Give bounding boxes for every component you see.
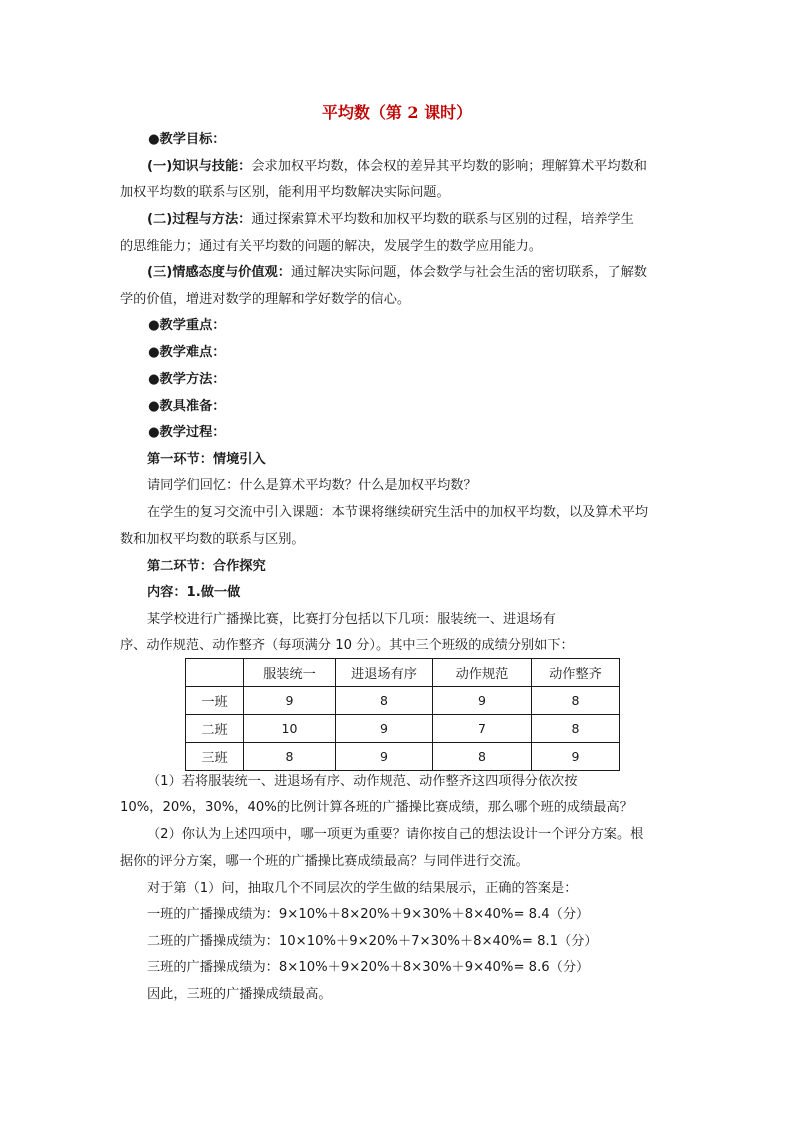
emotion-objective-text: 通过解决实际问题，体会数学与社会生活的密切联系，了解数 bbox=[290, 265, 647, 280]
stage2-line-2: 序、动作规范、动作整齐（每项满分 10 分）。其中三个班级的成绩分别如下： bbox=[120, 638, 574, 653]
question2-line-1: （2）你认为上述四项中，哪一项更为重要？请你按自己的想法设计一个评分方案。根 bbox=[147, 827, 644, 842]
page-title: 平均数（第 2 课时） bbox=[321, 103, 473, 122]
row-label-cell: 三班 bbox=[186, 743, 244, 771]
table-cell: 9 bbox=[336, 715, 433, 743]
stage1-title: 第一环节：情境引入 bbox=[147, 452, 266, 467]
answer-class2: 二班的广播操成绩为：10×10%＋9×20%＋7×30%＋8×40%= 8.1（分） bbox=[147, 934, 598, 949]
process-objective-line-1 bbox=[147, 211, 634, 229]
table-cell: 9 bbox=[244, 687, 336, 715]
difficulties-heading: ● 教学难点： bbox=[148, 344, 225, 362]
table-header-cell: 动作整齐 bbox=[532, 659, 620, 687]
knowledge-objective-label: (一)知识与技能： bbox=[147, 159, 252, 174]
table-cell: 7 bbox=[433, 715, 532, 743]
answers-conclusion: 因此，三班的广播操成绩最高。 bbox=[147, 987, 332, 1002]
knowledge-objective-text: 会求加权平均数，体会权的差异其平均数的影响；理解算术平均数和 bbox=[251, 159, 647, 174]
row-label-cell: 一班 bbox=[186, 687, 244, 715]
table-cell: 8 bbox=[532, 687, 620, 715]
table-header-cell: 动作规范 bbox=[433, 659, 532, 687]
table-cell: 8 bbox=[336, 687, 433, 715]
table-header-cell: 进退场有序 bbox=[336, 659, 433, 687]
answer-class1: 一班的广播操成绩为：9×10%＋8×20%＋9×30%＋8×40%= 8.4（分） bbox=[147, 907, 590, 922]
stage2-line-1: 某学校进行广播操比赛，比赛打分包括以下几项：服装统一、进退场有 bbox=[147, 612, 556, 627]
process-objective-text: 通过探索算术平均数和加权平均数的联系与区别的过程，培养学生 bbox=[251, 212, 634, 227]
process-objective-line-2: 的思维能力；通过有关平均数的问题的解决，发展学生的数学应用能力。 bbox=[120, 239, 542, 254]
emotion-objective-line-2: 学的价值，增进对数学的理解和学好数学的信心。 bbox=[120, 292, 411, 307]
stage2-content-label: 内容：1.做一做 bbox=[147, 585, 241, 600]
stage1-line-1: 请同学们回忆：什么是算术平均数？什么是加权平均数？ bbox=[147, 478, 477, 493]
table-row bbox=[186, 743, 620, 771]
table-header-cell bbox=[186, 659, 244, 687]
table-row bbox=[186, 687, 620, 715]
stage2-title: 第二环节：合作探究 bbox=[147, 559, 266, 574]
table-header-row bbox=[186, 659, 620, 687]
process-heading: ● 教学过程： bbox=[148, 424, 225, 442]
question1-line-1: （1）若将服装统一、进退场有序、动作规范、动作整齐这四项得分依次按 bbox=[147, 774, 578, 789]
table-cell: 9 bbox=[532, 743, 620, 771]
answers-intro: 对于第（1）问，抽取几个不同层次的学生做的结果展示，正确的答案是： bbox=[147, 881, 578, 896]
knowledge-objective-line-2: 加权平均数的联系与区别，能利用平均数解决实际问题。 bbox=[120, 185, 450, 200]
knowledge-objective-line-1 bbox=[147, 158, 647, 176]
table-header-cell: 服装统一 bbox=[244, 659, 336, 687]
row-label-cell: 二班 bbox=[186, 715, 244, 743]
table-cell: 9 bbox=[336, 743, 433, 771]
table-cell: 8 bbox=[433, 743, 532, 771]
answer-class3: 三班的广播操成绩为：8×10%＋9×20%＋8×30%＋9×40%= 8.6（分） bbox=[147, 960, 590, 975]
key-points-heading: ● 教学重点： bbox=[148, 317, 225, 335]
materials-heading: ● 教具准备： bbox=[148, 398, 225, 416]
question2-line-2: 据你的评分方案，哪一个班的广播操比赛成绩最高？与同伴进行交流。 bbox=[120, 854, 529, 869]
objectives-heading: ● 教学目标： bbox=[148, 131, 225, 149]
table-cell: 8 bbox=[532, 715, 620, 743]
table-cell: 10 bbox=[244, 715, 336, 743]
table-row bbox=[186, 715, 620, 743]
question1-line-2: 10%，20%，30%，40%的比例计算各班的广播操比赛成绩，那么哪个班的成绩最高？ bbox=[120, 800, 633, 815]
table-cell: 8 bbox=[244, 743, 336, 771]
emotion-objective-line-1 bbox=[147, 264, 647, 282]
table-cell: 9 bbox=[433, 687, 532, 715]
emotion-objective-label: (三)情感态度与价值观： bbox=[147, 265, 291, 280]
methods-heading: ● 教学方法： bbox=[148, 371, 225, 389]
process-objective-label: (二)过程与方法： bbox=[147, 212, 252, 227]
stage1-line-2: 在学生的复习交流中引入课题：本节课将继续研究生活中的加权平均数，以及算术平均 bbox=[147, 505, 649, 520]
stage1-line-3: 数和加权平均数的联系与区别。 bbox=[120, 532, 305, 547]
score-table bbox=[185, 658, 620, 771]
